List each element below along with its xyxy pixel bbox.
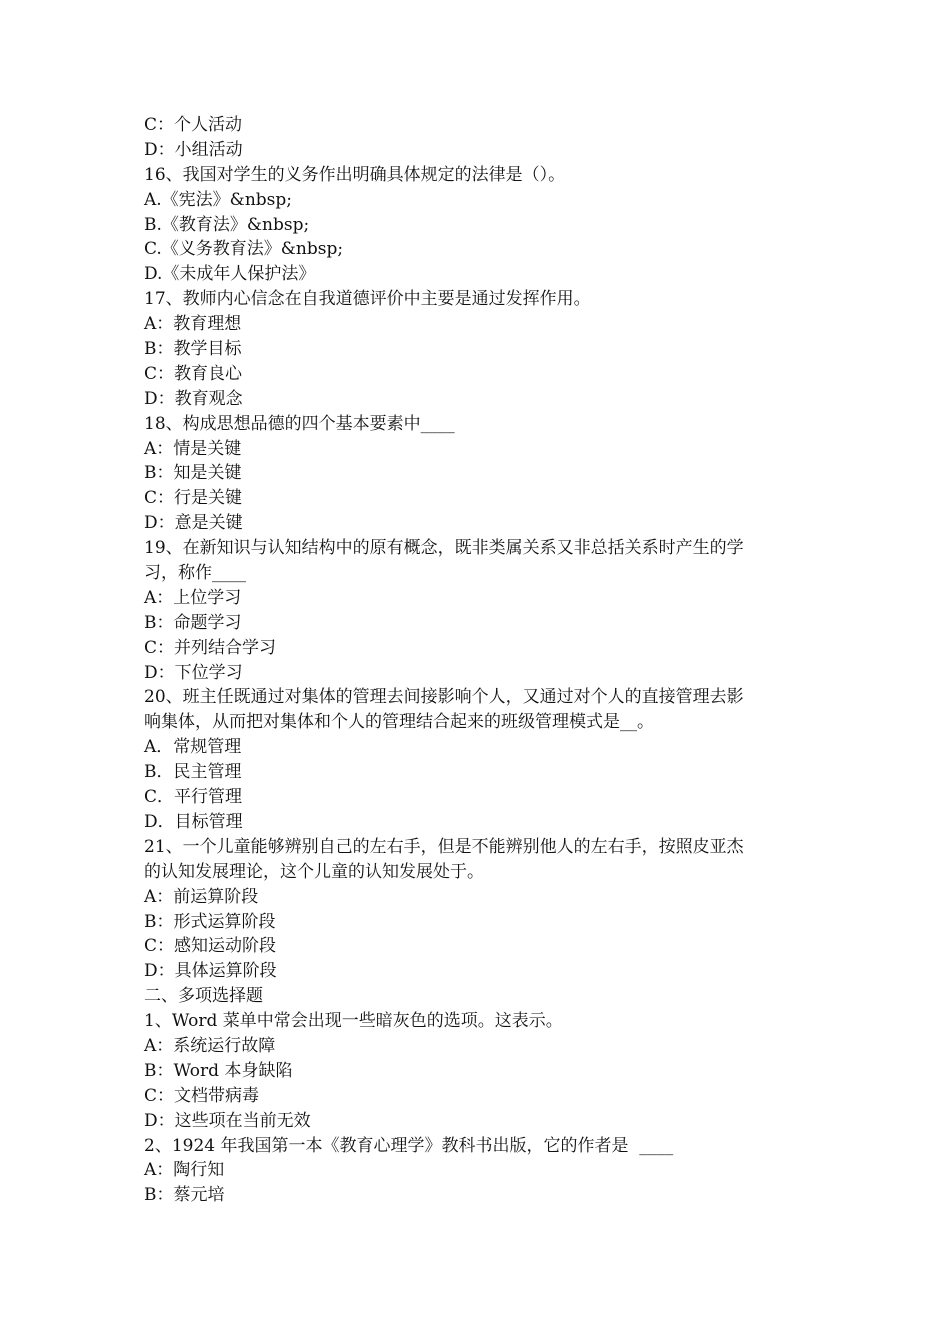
- option-line: D：具体运算阶段: [144, 961, 277, 982]
- option-line: B：教学目标: [144, 339, 242, 360]
- option-line: B：蔡元培: [144, 1185, 225, 1206]
- option-line: D．目标管理: [144, 811, 243, 832]
- option-line: C：感知运动阶段: [144, 936, 277, 957]
- option-line: C.《义务教育法》&nbsp;: [144, 239, 344, 260]
- option-line: B．民主管理: [144, 762, 242, 783]
- option-line: D：意是关键: [144, 513, 243, 534]
- question-17: 17、教师内心信念在自我道德评价中主要是通过发挥作用。: [144, 289, 591, 310]
- option-line: A：前运算阶段: [144, 886, 259, 907]
- question-16: 16、我国对学生的义务作出明确具体规定的法律是（）。: [144, 164, 566, 185]
- option-line: C：文档带病毒: [144, 1085, 260, 1106]
- question-19-cont: 习，称作____: [144, 563, 246, 584]
- option-line: A：上位学习: [144, 587, 242, 608]
- question-20: 20、班主任既通过对集体的管理去间接影响个人，又通过对个人的直接管理去影: [144, 687, 744, 708]
- option-line: D：教育观念: [144, 388, 243, 409]
- text-line: C：个人活动: [144, 115, 243, 135]
- question-20-cont: 响集体，从而把对集体和个人的管理结合起来的班级管理模式是__。: [144, 712, 654, 733]
- option-line: B：Word 本身缺陷: [144, 1060, 293, 1081]
- question-19: 19、在新知识与认知结构中的原有概念，既非类属关系又非总括关系时产生的学: [144, 538, 744, 559]
- option-line: D：下位学习: [144, 662, 243, 683]
- option-line: A：教育理想: [144, 314, 242, 335]
- option-line: B：命题学习: [144, 612, 242, 633]
- question-21: 21、一个儿童能够辨别自己的左右手，但是不能辨别他人的左右手，按照皮亚杰: [144, 836, 744, 857]
- option-line: A：系统运行故障: [144, 1035, 276, 1056]
- option-line: C：教育良心: [144, 363, 243, 384]
- option-line: B.《教育法》&nbsp;: [144, 214, 310, 235]
- section-heading: 二、多项选择题: [144, 986, 263, 1007]
- option-line: D.《未成年人保护法》: [144, 264, 316, 285]
- option-line: B：形式运算阶段: [144, 911, 276, 932]
- option-line: A.《宪法》&nbsp;: [144, 189, 292, 210]
- option-line: D：这些项在当前无效: [144, 1110, 311, 1131]
- option-line: A．常规管理: [144, 737, 242, 758]
- question-21-cont: 的认知发展理论，这个儿童的认知发展处于。: [144, 861, 484, 882]
- question-18: 18、构成思想品德的四个基本要素中____: [144, 413, 455, 434]
- text-line: D：小组活动: [144, 139, 243, 160]
- option-line: C：并列结合学习: [144, 637, 277, 658]
- mc-question-2: 2、1924 年我国第一本《教育心理学》教科书出版，它的作者是 ____: [144, 1135, 674, 1156]
- option-line: B：知是关键: [144, 463, 242, 484]
- option-line: A：情是关键: [144, 438, 242, 459]
- mc-question-1: 1、Word 菜单中常会出现一些暗灰色的选项。这表示。: [144, 1011, 563, 1032]
- document-page: [144, 113, 814, 1208]
- option-line: C：行是关键: [144, 488, 243, 509]
- option-line: C．平行管理: [144, 787, 243, 808]
- option-line: A：陶行知: [144, 1160, 225, 1181]
